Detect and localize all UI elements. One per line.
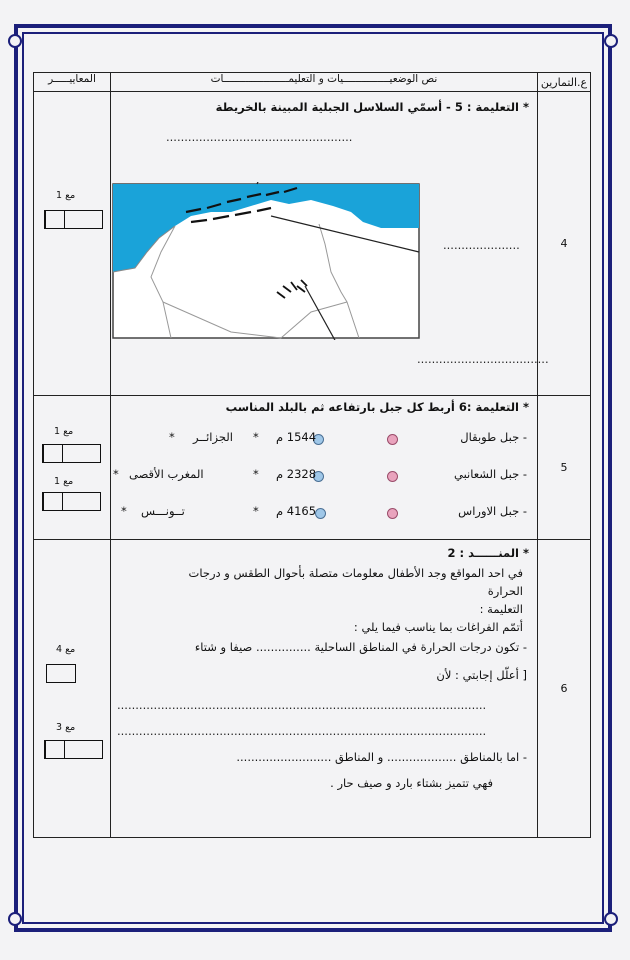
exam-table [33, 72, 591, 838]
criteria-cell [34, 92, 111, 396]
exercise-6-content [111, 540, 538, 838]
exercise-number: 5 [538, 396, 591, 540]
criteria-score-box[interactable] [44, 210, 103, 229]
document-title: * المنــــــد : 2 [447, 546, 529, 560]
exercise-6-row [34, 540, 591, 838]
exercise-number: 4 [538, 92, 591, 396]
height-label: 1544 م [276, 430, 317, 444]
header-criteria: المعاييـــــر [34, 73, 111, 92]
height-label: 2328 م [276, 467, 317, 481]
exercise-4-content [111, 92, 549, 396]
mountain-label: - جبل الاوراس [458, 504, 527, 518]
exercise-4-row [34, 92, 591, 396]
algeria-map [111, 182, 421, 340]
criteria-label: مع 4 [56, 644, 76, 655]
mountain-label: - جبل طوبقال [460, 430, 527, 444]
criteria-label: مع 1 [56, 190, 76, 201]
corner-ornament [604, 912, 618, 926]
corner-ornament [8, 34, 22, 48]
height-label: 4165 م [276, 504, 317, 518]
star-marker: * [253, 467, 259, 481]
match-dot[interactable] [387, 471, 398, 482]
table-header [34, 73, 591, 92]
criteria-label: مع 1 [54, 476, 74, 487]
exam-sheet [33, 72, 591, 838]
fill-sentence-2[interactable]: - اما بالمناطق ................... و المناطق .......................... [236, 750, 527, 764]
match-dot[interactable] [387, 434, 398, 445]
header-text: نص الوضعيـــــــــــــــيات و التعليمـــــــــــــــــــــات [111, 73, 538, 92]
star-marker: * [253, 504, 259, 518]
instruction-text: أتمّم الفراغات بما يناسب فيما يلي : [353, 620, 523, 634]
country-label: المغرب الأقصى [129, 467, 204, 481]
star-marker: * [121, 504, 127, 518]
exercise-5-content [111, 396, 538, 540]
country-label: الجزائــر [193, 430, 233, 444]
mountain-label: - جبل الشعانبي [453, 467, 527, 481]
instruction-6: * التعليمة :6 أربط كل جبل بارتفاعه ثم بالبلد المناسب [225, 400, 529, 414]
answer-line-1[interactable]: ................................................... [166, 130, 353, 144]
criteria-score-box[interactable] [46, 664, 76, 683]
star-marker: * [113, 467, 119, 481]
criteria-score-box[interactable] [44, 740, 103, 759]
fill-sentence-3: فهي تتميز بشتاء بارد و صيف حار . [330, 776, 493, 790]
justify-label: [ أعلّل إجابتي : لأن [436, 668, 527, 682]
instruction-5: * التعليمة : 5 - أسمّي السلاسل الجبلية المبينة بالخريطة [215, 100, 529, 114]
exercise-number: 6 [538, 540, 591, 838]
document-text: الحرارة [487, 584, 523, 598]
criteria-label: مع 3 [56, 722, 76, 733]
answer-line-2[interactable]: ..................... [443, 238, 520, 252]
match-dot[interactable] [387, 508, 398, 519]
instruction-label: التعليمة : [479, 602, 523, 616]
corner-ornament [604, 34, 618, 48]
match-dot[interactable] [315, 508, 326, 519]
fill-sentence-1[interactable]: - تكون درجات الحرارة في المناطق الساحلية ............... صيفا و شتاء [194, 640, 527, 654]
header-exercises: ع.التمارين [538, 73, 591, 92]
criteria-label: مع 1 [54, 426, 74, 437]
criteria-cell [34, 540, 111, 838]
star-marker: * [169, 430, 175, 444]
corner-ornament [8, 912, 22, 926]
criteria-score-box[interactable] [42, 492, 101, 511]
answer-line[interactable]: ..................................................................................................... [117, 698, 487, 712]
country-label: تــونـــس [141, 504, 185, 518]
answer-line-3[interactable]: .................................... [417, 352, 549, 366]
document-text: في احد المواقع وجد الأطفال معلومات متصلة بأحوال الطقس و درجات [188, 566, 523, 580]
answer-line[interactable]: ..................................................................................................... [117, 724, 487, 738]
star-marker: * [253, 430, 259, 444]
criteria-cell [34, 396, 111, 540]
exercise-5-row [34, 396, 591, 540]
criteria-score-box[interactable] [42, 444, 101, 463]
